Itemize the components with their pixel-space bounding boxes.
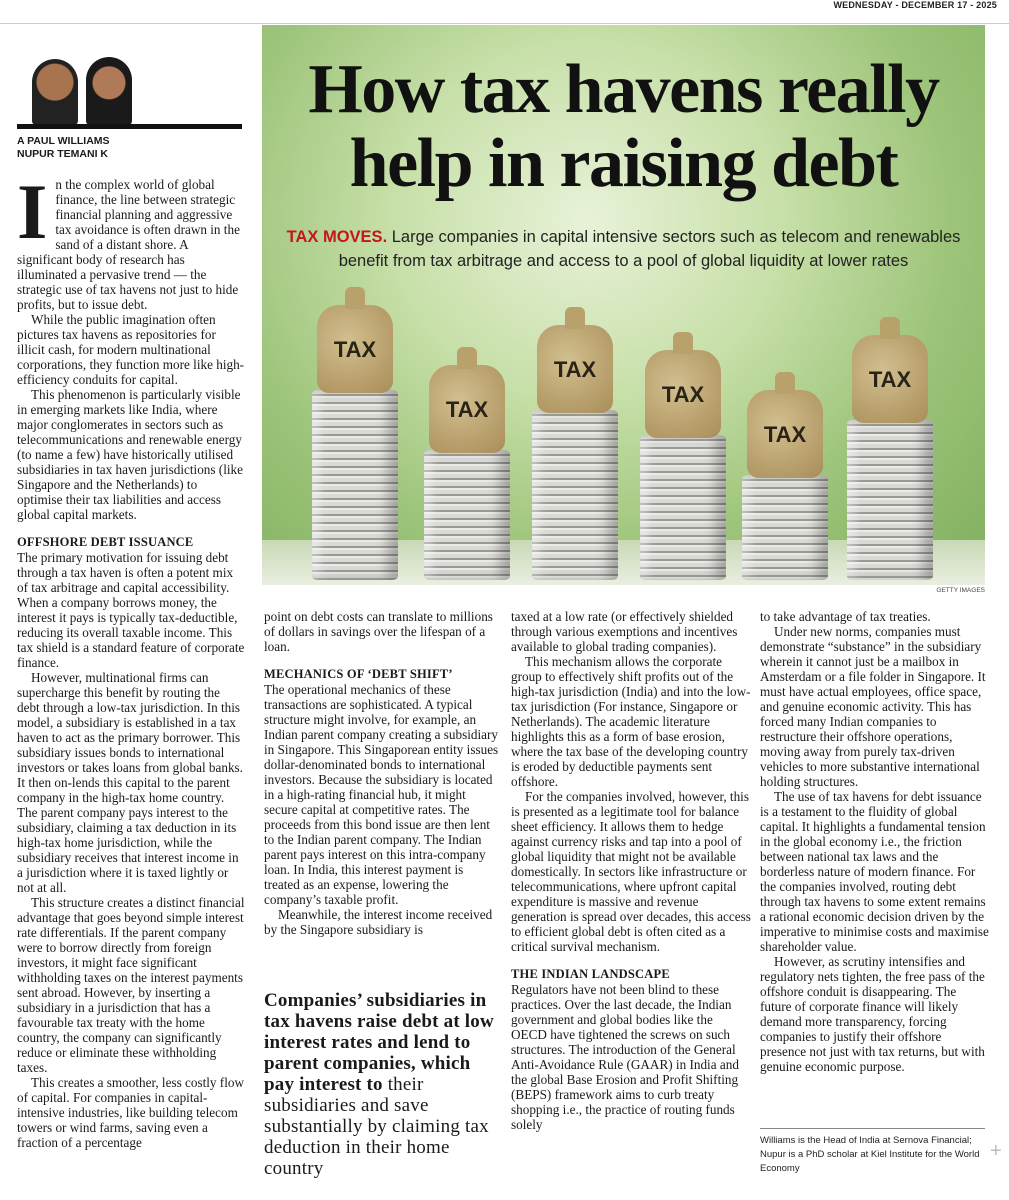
coin-stack <box>424 450 510 580</box>
coin-stack <box>847 420 933 580</box>
paragraph: The use of tax havens for debt issuance is a testament to the fluidity of global capital. It highlights a fundamental tension in the global economy i.e., the friction between national tax laws and the borderless nature of modern finance. For the companies involved, routing debt through tax havens to some extent remains a rational economic decision driven by the imperative to minimise costs and maximise shareholder value. <box>760 789 989 954</box>
author-bio: Williams is the Head of India at Sernova Financial; Nupur is a PhD scholar at Kiel Institute for the World Economy <box>760 1135 980 1174</box>
author-photo-williams <box>32 59 78 125</box>
author-photos <box>18 55 242 125</box>
photo-credit: GETTY IMAGES <box>936 587 985 594</box>
tax-bag: TAX <box>852 335 928 423</box>
column-2 <box>264 609 500 937</box>
paragraph: Under new norms, companies must demonstrate “substance” in the subsidiary wherein it cannot just be a mailbox in Amsterdam or a file folder in Singapore. It must have actual employees, office space, and genuine economic activity. This has forced many Indian companies to restructure their offshore operations, moving away from purely tax-driven vehicles to more substantive international holding structures. <box>760 624 986 789</box>
plus-icon: + <box>990 1140 1002 1162</box>
author-photo-temani <box>86 57 132 125</box>
paragraph: This mechanism allows the corporate group to effectively shift profits out of the high-tax jurisdiction (India) and into the low-tax jurisdiction (For instance, Singapore or Netherlands). The academic literature highlights this as a form of base erosion, where the tax base of the developing country is eroded by deductible payments sent offshore. <box>511 654 751 789</box>
byline-rule <box>17 124 242 129</box>
coin-stack <box>640 435 726 580</box>
author-name: A PAUL WILLIAMS <box>17 135 110 147</box>
paragraph: Regulators have not been blind to these practices. Over the last decade, the Indian government and global bodies like the OECD have tightened the screws on such structures. The introduction of the General Anti-Avoidance Rule (GAAR) in India and the global Base Erosion and Profit Shifting (BEPS) framework aims to curb treaty shopping i.e., the practice of routing funds solely <box>511 982 739 1132</box>
byline <box>17 135 110 161</box>
paragraph: The primary motivation for issuing debt through a tax haven is often a potent mix of tax arbitrage and capital accessibility. When a company borrows money, the interest it pays is typically tax-deductible, reducing its overall taxable income. This tax shield is a standard feature of corporate finance. <box>17 550 245 670</box>
paragraph: point on debt costs can translate to millions of dollars in savings over the lifespan of a loan. <box>264 609 493 654</box>
tax-bag: TAX <box>645 350 721 438</box>
tax-bag: TAX <box>317 305 393 393</box>
drop-cap: I <box>17 168 48 255</box>
section-heading: OFFSHORE DEBT ISSUANCE <box>17 535 194 549</box>
hero-image <box>262 25 985 585</box>
coin-stack <box>312 390 398 580</box>
paragraph: Meanwhile, the interest income received by the Singapore subsidiary is <box>264 907 493 937</box>
pull-quote: Companies’ subsidiaries in tax havens raise debt at low interest rates and lend to parent companies, which pay interest to their subsidiaries and save substantially by claiming tax deduction in their home country <box>264 990 494 1179</box>
paragraph: This structure creates a distinct financial advantage that goes beyond simple interest rate differentials. If the parent company were to borrow directly from foreign investors, it might face significant withholding taxes on the interest payments sent abroad. However, by inserting a subsidiary in a jurisdiction that has a favourable tax treaty with the home country, the company can significantly reduce or eliminate these withholding taxes. <box>17 895 245 1075</box>
issue-date: WEDNESDAY - DECEMBER 17 - 2025 <box>833 0 997 10</box>
paragraph: This phenomenon is particularly visible in emerging markets like India, where major conglomerates in sectors such as telecommunications and renewable energy (to name a few) have historically utilised subsidiaries in tax haven jurisdictions (like Singapore and the Netherlands) to optimise their tax liabilities and access global capital markets. <box>17 387 243 522</box>
headline: How tax havens really help in raising debt <box>308 51 939 202</box>
bio-divider <box>760 1128 985 1129</box>
author-name: NUPUR TEMANI K <box>17 148 108 160</box>
paragraph: In the complex world of global finance, the line between strategic financial planning and aggressive tax avoidance is often drawn in the sand of a distant shore. A significant body of research has illuminated a pervasive trend — the strategic use of tax havens not just to hide profits, but to issue debt. <box>17 168 240 312</box>
paragraph: This creates a smoother, less costly flow of capital. For companies in capital-intensive industries, like building telecom towers or wind farms, saving even a fraction of a percentage <box>17 1075 244 1150</box>
paragraph: taxed at a low rate (or effectively shielded through various exemptions and incentives available to global trading companies). <box>511 609 738 654</box>
coin-stack <box>742 475 828 580</box>
tax-bag: TAX <box>429 365 505 453</box>
deck-kicker: TAX MOVES. <box>286 228 388 246</box>
paragraph: to take advantage of tax treaties. <box>760 609 931 624</box>
column-3 <box>511 609 751 1132</box>
coin-stack <box>532 410 618 580</box>
paragraph: However, as scrutiny intensifies and regulatory nets tighten, the free pass of the offshore conduit is disappearing. The future of corporate finance will likely demand more transparency, forcing companies to justify their offshore presence not just with tax returns, but with genuine economic purpose. <box>760 954 985 1074</box>
paragraph: However, multinational firms can supercharge this benefit by routing the debt through a low-tax jurisdiction. In this model, a subsidiary is established in a tax haven to act as the primary borrower. This subsidiary issues bonds to international investors or takes loans from global banks. It then on-lends this capital to the parent company in the high-tax home country. The parent company pays interest to the subsidiary, claiming a tax deduction in its high-tax home jurisdiction, while the subsidiary receives that interest income in a jurisdiction where it is taxed lightly or not at all. <box>17 670 243 895</box>
tax-bag: TAX <box>747 390 823 478</box>
column-1 <box>17 168 245 1150</box>
section-heading: THE INDIAN LANDSCAPE <box>511 967 670 981</box>
top-divider <box>0 23 1009 24</box>
paragraph: While the public imagination often pictures tax havens as repositories for illicit cash, for modern multinational corporations, they function more like high-efficiency conduits for capital. <box>17 312 245 387</box>
paragraph: The operational mechanics of these transactions are sophisticated. A typical structure might involve, for example, an Indian parent company creating a subsidiary in Singapore. This Singaporean entity issues dollar-denominated bonds to international investors. Because the subsidiary is located in a high-rating financial hub, it might secure capital at competitive rates. The proceeds from this bond issue are then lent to the Indian parent company. The Indian parent pays interest on this intra-company loan. In India, this interest payment is treated as an expense, lowering the company’s taxable profit. <box>264 682 499 907</box>
column-4 <box>760 609 990 1074</box>
paragraph: For the companies involved, however, this is presented as a legitimate tool for balance sheet efficiency. It allows them to hedge against currency risks and tap into a pool of global liquidity that might not be available domestically. In sectors like infrastructure or telecommunications, where upfront capital expenditure is massive and revenue generation is spread over decades, this access to efficient global debt is often cited as a critical survival mechanism. <box>511 789 751 954</box>
tax-bag: TAX <box>537 325 613 413</box>
section-heading: MECHANICS OF ‘DEBT SHIFT’ <box>264 667 453 681</box>
standfirst: TAX MOVES. Large companies in capital intensive sectors such as telecom and renewables benefit from tax arbitrage and access to a pool of global liquidity at lower rates <box>286 228 961 270</box>
